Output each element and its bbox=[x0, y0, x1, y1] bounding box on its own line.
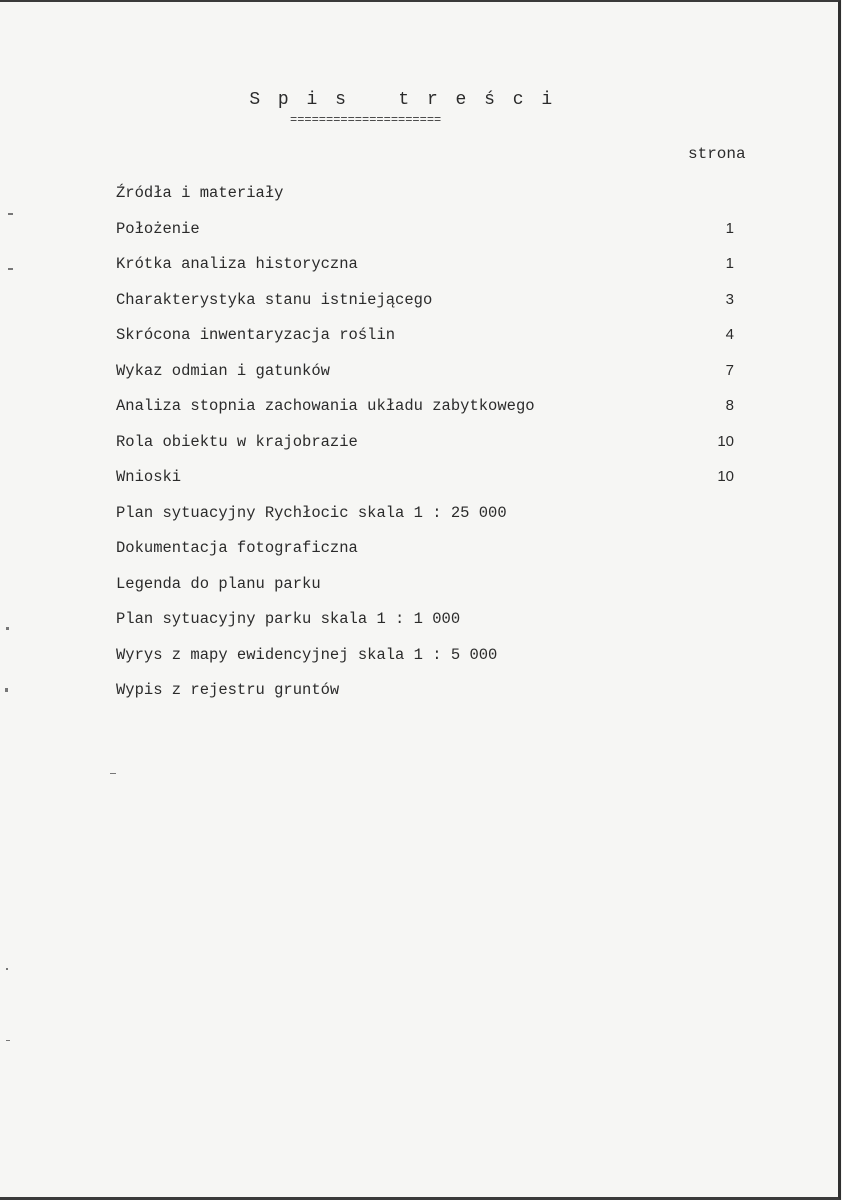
toc-entry bbox=[116, 677, 756, 713]
toc-entry-label: Plan sytuacyjny Rychłocic skala 1 : 25 000 bbox=[116, 503, 507, 522]
toc-entry-page: 4 bbox=[725, 326, 734, 343]
toc-entry bbox=[116, 535, 756, 571]
toc-entry-label: Wypis z rejestru gruntów bbox=[116, 681, 340, 699]
scan-speck bbox=[5, 688, 8, 692]
scan-speck bbox=[8, 213, 13, 215]
toc-entry bbox=[116, 251, 756, 287]
toc-entry bbox=[116, 393, 756, 429]
toc-entry-label: Dokumentacja fotograficzna bbox=[116, 539, 358, 557]
toc-entry-label: Wykaz odmian i gatunków bbox=[116, 361, 330, 380]
scan-speck bbox=[8, 268, 13, 270]
toc-entry bbox=[116, 322, 756, 358]
toc-entry-page: 3 bbox=[725, 290, 734, 308]
scan-speck bbox=[6, 1040, 10, 1041]
toc-entry-label: Położenie bbox=[116, 219, 200, 238]
document-title: S p i s t r e ś c i bbox=[249, 90, 553, 110]
toc-entry-page: 1 bbox=[725, 255, 734, 272]
toc-entry-page: 10 bbox=[717, 432, 734, 450]
toc-entry-label: Skrócona inwentaryzacja roślin bbox=[116, 326, 396, 344]
toc-entry bbox=[116, 642, 756, 678]
page-column-header: strona bbox=[688, 145, 746, 163]
toc-entry-label: Charakterystyka stanu istniejącego bbox=[116, 290, 433, 309]
scan-speck bbox=[110, 773, 116, 774]
toc-entry-label: Plan sytuacyjny parku skala 1 : 1 000 bbox=[116, 610, 461, 628]
toc-entry-label: Rola obiektu w krajobrazie bbox=[116, 432, 358, 451]
table-of-contents bbox=[116, 180, 756, 713]
toc-entry bbox=[116, 287, 756, 323]
toc-entry-label: Źródła i materiały bbox=[116, 184, 284, 202]
toc-entry-page: 7 bbox=[725, 361, 734, 379]
scan-speck bbox=[6, 627, 9, 630]
toc-entry-page: 10 bbox=[717, 468, 734, 485]
toc-entry bbox=[116, 216, 756, 252]
toc-entry bbox=[116, 180, 756, 216]
toc-entry-page: 8 bbox=[725, 397, 734, 414]
toc-entry bbox=[116, 571, 756, 607]
toc-entry bbox=[116, 464, 756, 500]
toc-entry-page: 1 bbox=[725, 219, 734, 237]
toc-entry-label: Legenda do planu parku bbox=[116, 574, 321, 593]
toc-entry bbox=[116, 500, 756, 536]
toc-entry bbox=[116, 429, 756, 465]
document-title-wrapper bbox=[0, 90, 842, 110]
toc-entry-label: Krótka analiza historyczna bbox=[116, 255, 358, 273]
toc-entry-label: Wnioski bbox=[116, 468, 182, 486]
scan-speck bbox=[6, 968, 8, 970]
toc-entry-label: Wyrys z mapy ewidencyjnej skala 1 : 5 000 bbox=[116, 645, 498, 664]
title-underline: ===================== bbox=[290, 113, 442, 127]
toc-entry-label: Analiza stopnia zachowania układu zabytkowego bbox=[116, 397, 535, 415]
toc-entry bbox=[116, 358, 756, 394]
toc-entry bbox=[116, 606, 756, 642]
